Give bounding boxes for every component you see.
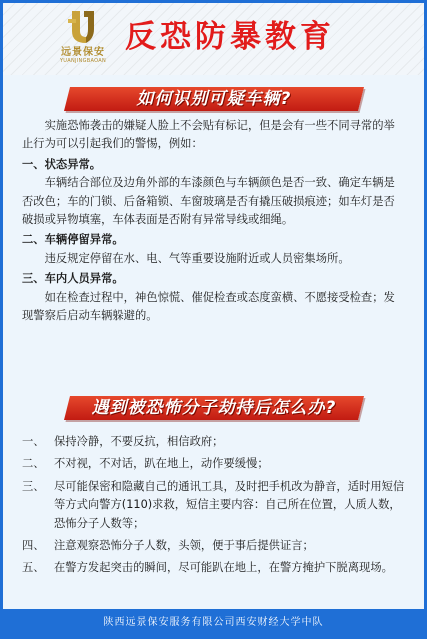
list-item <box>22 537 408 555</box>
section1-item3-body: 如在检查过程中，神色惊慌、催促检查或态度蛮横、不愿接受检查；发现警察后启动车辆躲避的。 <box>22 290 395 323</box>
section1-intro: 实施恐怖袭击的嫌疑人脸上不会贴有标记，但是会有一些不同寻常的举止行为可以引起我们的警惕，例如： <box>22 119 395 151</box>
list-item-number: 二、 <box>22 457 45 471</box>
list-item-number: 四、 <box>22 539 45 553</box>
section1-item1-body: 车辆结合部位及边角外部的车漆颜色与车辆颜色是否一致、确定车辆是否改色；车的门锁、后备箱锁、车窗玻璃是否有撬压破损痕迹；如车灯是否破损或异物填塞，车体表面是否附有异常导线或细绳。 <box>22 176 395 227</box>
logo-emblem-icon <box>66 9 100 47</box>
section1-item3-heading: 三、车内人员异常。 <box>22 272 124 286</box>
content-area <box>3 75 424 615</box>
list-item-text: 尽可能保密和隐藏自己的通讯工具，及时把手机改为静音，适时用短信等方式向警方(110)求救，短信主要内容：自己所在位置，人质人数，恐怖分子人数等； <box>54 479 405 530</box>
list-item <box>22 455 408 473</box>
section1-body <box>22 117 406 325</box>
list-item-text: 在警方发起突击的瞬间，尽可能趴在地上，在警方掩护下脱离现场。 <box>54 561 393 575</box>
list-item-text: 保持冷静，不要反抗，相信政府； <box>54 435 224 448</box>
list-item-text: 注意观察恐怖分子人数，头领，便于事后提供证言； <box>54 539 314 553</box>
list-item-text: 不对视，不对话，趴在地上，动作要缓慢； <box>54 457 269 471</box>
section1-item1-heading: 一、状态异常。 <box>22 157 102 171</box>
company-logo <box>55 9 111 71</box>
list-item <box>22 559 408 577</box>
section2-banner-title: 遇到被恐怖分子劫持后怎么办? <box>91 398 337 418</box>
list-item <box>22 433 408 451</box>
list-item-number: 三、 <box>22 479 45 493</box>
section1-item2-body: 违反规定停留在水、电、气等重要设施附近或人员密集场所。 <box>44 251 350 265</box>
logo-english-name: YUANJINGBAOAN <box>59 58 107 64</box>
logo-chinese-name: 远景保安 <box>61 47 105 58</box>
list-item <box>22 478 408 533</box>
list-item-number: 一、 <box>22 435 45 448</box>
footer: 陕西远景保安服务有限公司西安财经大学中队 <box>3 609 424 636</box>
section1-item2-heading: 二、车辆停留异常。 <box>22 233 124 247</box>
header <box>3 3 424 75</box>
page-title: 反恐防暴教育 <box>125 19 335 55</box>
section1-banner-title: 如何识别可疑车辆? <box>136 89 292 109</box>
section2-list <box>22 433 408 582</box>
list-item-number: 五、 <box>22 561 45 575</box>
